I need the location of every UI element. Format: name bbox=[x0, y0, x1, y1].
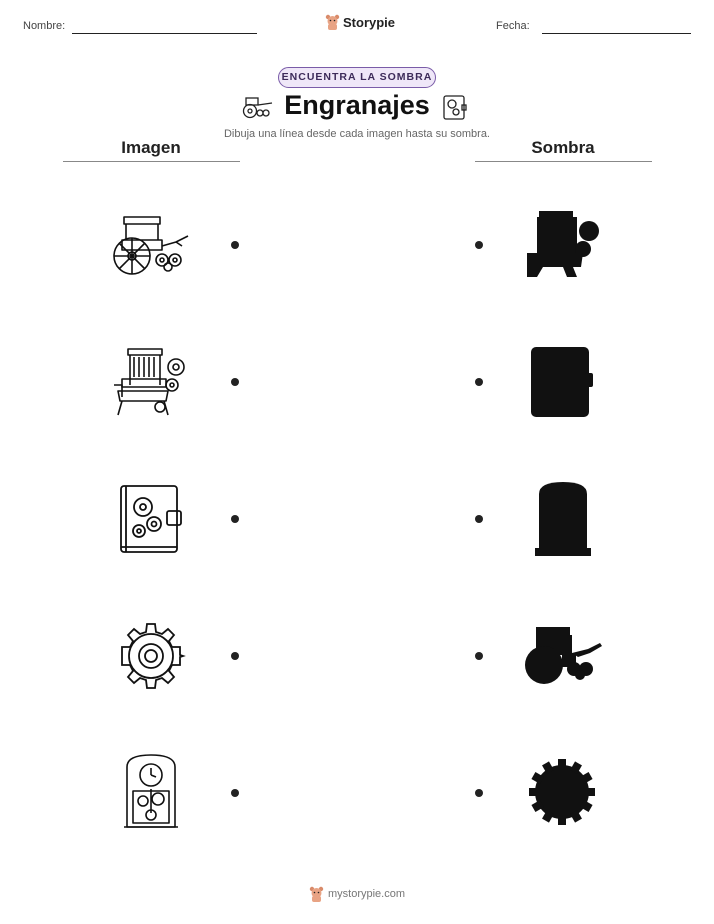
column-header-sombra: Sombra bbox=[531, 138, 595, 157]
column-divider-left bbox=[63, 161, 240, 162]
activity-badge: ENCUENTRA LA SOMBRA bbox=[278, 67, 436, 88]
gear-book-title-icon bbox=[441, 94, 468, 121]
date-label: Fecha: bbox=[496, 20, 530, 32]
left-dot-5[interactable] bbox=[231, 789, 239, 797]
left-dot-3[interactable] bbox=[231, 515, 239, 523]
right-dot-2[interactable] bbox=[475, 378, 483, 386]
bear-mascot-icon bbox=[325, 14, 340, 30]
left-dot-4[interactable] bbox=[231, 652, 239, 660]
loom-gears-icon[interactable] bbox=[112, 345, 190, 419]
name-label: Nombre: bbox=[23, 20, 66, 32]
date-field[interactable] bbox=[542, 33, 691, 34]
left-dot-2[interactable] bbox=[231, 378, 239, 386]
gear-book-icon[interactable] bbox=[117, 483, 185, 555]
right-dot-1[interactable] bbox=[475, 241, 483, 249]
footer-site[interactable]: mystorypie.com bbox=[328, 888, 406, 900]
right-dot-5[interactable] bbox=[475, 789, 483, 797]
clock-shadow[interactable] bbox=[533, 480, 593, 558]
column-divider-right bbox=[475, 161, 652, 162]
footer bbox=[309, 886, 405, 902]
right-dot-3[interactable] bbox=[475, 515, 483, 523]
book-shadow[interactable] bbox=[529, 345, 595, 419]
carriage-title-icon bbox=[242, 95, 276, 120]
gear-icon[interactable] bbox=[116, 621, 186, 691]
brand-name: Storypie bbox=[343, 14, 396, 30]
worksheet-title: Engranajes bbox=[284, 90, 430, 120]
grandfather-clock-icon[interactable] bbox=[121, 753, 181, 831]
loom-shadow[interactable] bbox=[523, 209, 603, 279]
carriage-shadow[interactable] bbox=[522, 623, 604, 687]
gear-shadow[interactable] bbox=[527, 757, 597, 827]
name-field[interactable] bbox=[72, 33, 257, 34]
instructions: Dibuja una línea desde cada imagen hasta su sombra. bbox=[223, 128, 490, 140]
left-dot-1[interactable] bbox=[231, 241, 239, 249]
column-header-imagen: Imagen bbox=[121, 138, 181, 157]
right-dot-4[interactable] bbox=[475, 652, 483, 660]
bear-mascot-icon bbox=[309, 886, 324, 902]
brand-logo bbox=[325, 14, 395, 30]
carriage-gears-icon[interactable] bbox=[110, 212, 192, 278]
